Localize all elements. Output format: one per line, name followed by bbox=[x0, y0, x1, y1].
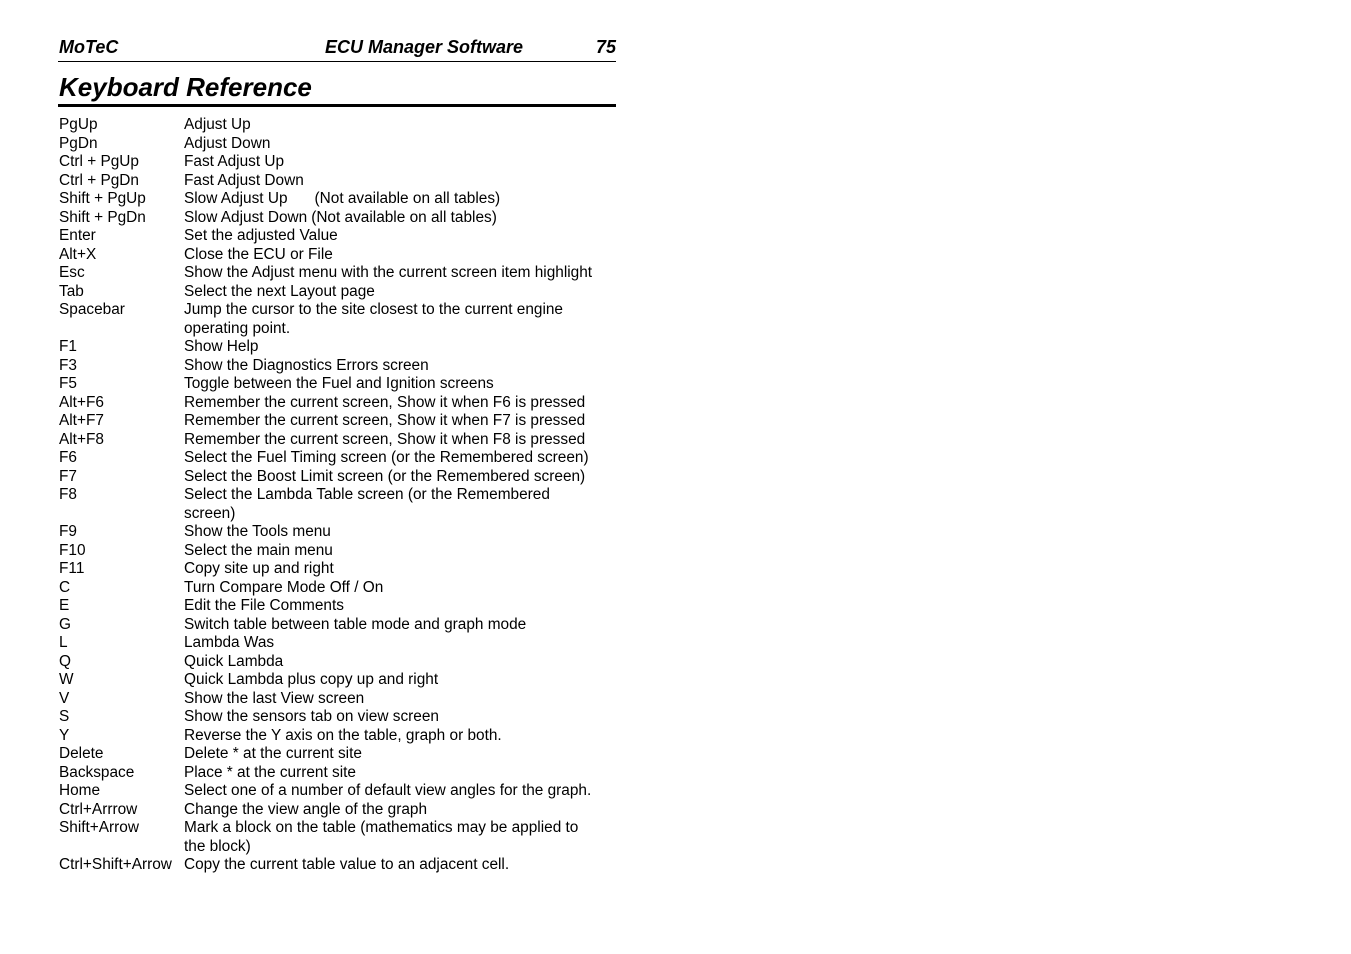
shortcut-description bbox=[184, 634, 619, 653]
shortcut-description bbox=[184, 727, 619, 746]
shortcut-description bbox=[184, 338, 619, 357]
shortcut-description bbox=[184, 597, 619, 616]
shortcut-description bbox=[184, 542, 619, 561]
shortcut-row bbox=[59, 579, 619, 598]
shortcut-description bbox=[184, 486, 619, 523]
description-text: Show the Diagnostics Errors screen bbox=[184, 356, 429, 374]
shortcut-key: PgUp bbox=[59, 116, 98, 133]
shortcut-description bbox=[184, 708, 619, 727]
description-line bbox=[184, 579, 619, 598]
shortcut-description bbox=[184, 431, 619, 450]
shortcut-row bbox=[59, 634, 619, 653]
shortcut-row bbox=[59, 172, 619, 191]
shortcut-key: F7 bbox=[59, 467, 77, 485]
description-line bbox=[184, 357, 619, 376]
description-line bbox=[184, 745, 619, 764]
shortcut-key: Shift + PgDn bbox=[59, 208, 146, 226]
shortcut-row bbox=[59, 727, 619, 746]
shortcut-description bbox=[184, 468, 619, 487]
description-text: Turn Compare Mode Off / On bbox=[184, 578, 384, 596]
shortcut-key: S bbox=[59, 708, 70, 725]
shortcut-key: F1 bbox=[59, 338, 77, 355]
description-line bbox=[184, 616, 619, 635]
description-text: Select the Fuel Timing screen (or the Remembered screen) bbox=[184, 449, 589, 466]
description-text: Select one of a number of default view angles for the graph. bbox=[184, 782, 592, 799]
description-line bbox=[184, 486, 619, 505]
shortcut-key: F5 bbox=[59, 375, 77, 392]
description-line bbox=[184, 468, 619, 487]
description-text: Copy site up and right bbox=[184, 560, 334, 577]
shortcut-row bbox=[59, 449, 619, 468]
description-text: Fast Adjust Down bbox=[184, 171, 304, 189]
description-line bbox=[184, 634, 619, 653]
description-line bbox=[184, 190, 619, 209]
shortcut-note: (Not available on all tables) bbox=[311, 208, 497, 226]
shortcut-description bbox=[184, 246, 619, 265]
page-header bbox=[58, 36, 616, 62]
shortcut-row bbox=[59, 246, 619, 265]
shortcut-row bbox=[59, 209, 619, 228]
description-text: Show the Adjust menu with the current screen item highlight bbox=[184, 264, 593, 281]
shortcut-row bbox=[59, 616, 619, 635]
description-text: Slow Adjust Down bbox=[184, 208, 308, 226]
shortcut-key: L bbox=[59, 634, 68, 651]
shortcut-key: Ctrl + PgDn bbox=[59, 171, 139, 189]
shortcut-row bbox=[59, 357, 619, 376]
shortcut-key: Tab bbox=[59, 282, 84, 300]
description-text: Set the adjusted Value bbox=[184, 227, 338, 244]
description-text: Show the Tools menu bbox=[184, 523, 331, 540]
shortcut-row bbox=[59, 782, 619, 801]
shortcut-description bbox=[184, 801, 619, 820]
shortcut-row bbox=[59, 653, 619, 672]
shortcut-description bbox=[184, 190, 619, 209]
shortcut-key: Shift+Arrow bbox=[59, 819, 139, 836]
shortcut-key: Delete bbox=[59, 745, 104, 762]
header-title: ECU Manager Software bbox=[325, 37, 524, 57]
shortcut-description bbox=[184, 357, 619, 376]
page-number: 75 bbox=[595, 37, 616, 57]
shortcut-key: C bbox=[59, 578, 71, 596]
shortcut-description bbox=[184, 227, 619, 246]
description-line bbox=[184, 375, 619, 394]
description-line bbox=[184, 505, 619, 524]
description-text: Show the sensors tab on view screen bbox=[184, 708, 439, 725]
shortcut-description bbox=[184, 449, 619, 468]
shortcut-description bbox=[184, 375, 619, 394]
shortcut-key: F10 bbox=[59, 541, 86, 559]
description-text: Place * at the current site bbox=[184, 763, 356, 781]
description-text: Fast Adjust Up bbox=[184, 153, 285, 170]
shortcut-row bbox=[59, 597, 619, 616]
shortcut-key: Y bbox=[59, 726, 70, 744]
shortcut-description bbox=[184, 653, 619, 672]
shortcut-row bbox=[59, 690, 619, 709]
shortcut-key: Ctrl + PgUp bbox=[59, 153, 139, 170]
description-line bbox=[184, 764, 619, 783]
description-text: operating point. bbox=[184, 319, 291, 337]
description-text: Slow Adjust Up bbox=[184, 190, 288, 207]
shortcut-row bbox=[59, 338, 619, 357]
shortcut-row bbox=[59, 671, 619, 690]
description-line bbox=[184, 394, 619, 413]
shortcut-key: Alt+F6 bbox=[59, 393, 104, 411]
description-line bbox=[184, 671, 619, 690]
shortcut-row bbox=[59, 375, 619, 394]
shortcut-description bbox=[184, 671, 619, 690]
shortcut-key: Home bbox=[59, 782, 101, 799]
description-text: Remember the current screen, Show it when F7 is pressed bbox=[184, 412, 586, 429]
shortcut-description bbox=[184, 782, 619, 801]
description-line bbox=[184, 320, 619, 339]
shortcut-key: Shift + PgUp bbox=[59, 190, 146, 207]
description-line bbox=[184, 301, 619, 320]
description-line bbox=[184, 116, 619, 135]
description-line bbox=[184, 653, 619, 672]
description-text: Select the main menu bbox=[184, 541, 333, 559]
description-text: Close the ECU or File bbox=[184, 245, 333, 263]
shortcut-row bbox=[59, 227, 619, 246]
shortcut-description bbox=[184, 135, 619, 154]
description-line bbox=[184, 153, 619, 172]
shortcut-description bbox=[184, 209, 619, 228]
shortcut-key: E bbox=[59, 597, 70, 614]
shortcut-description bbox=[184, 523, 619, 542]
shortcut-key: Ctrl+Arrrow bbox=[59, 800, 138, 818]
shortcut-description bbox=[184, 856, 619, 875]
shortcut-key: G bbox=[59, 615, 71, 633]
shortcut-row bbox=[59, 264, 619, 283]
shortcut-key: Alt+F8 bbox=[59, 430, 104, 448]
description-line bbox=[184, 597, 619, 616]
description-line bbox=[184, 412, 619, 431]
description-text: Select the Boost Limit screen (or the Remembered screen) bbox=[184, 467, 586, 485]
shortcut-row bbox=[59, 819, 619, 856]
description-text: screen) bbox=[184, 504, 236, 522]
shortcut-description bbox=[184, 745, 619, 764]
description-text: Delete * at the current site bbox=[184, 745, 362, 762]
shortcut-row bbox=[59, 486, 619, 523]
description-text: the block) bbox=[184, 837, 251, 855]
shortcut-row bbox=[59, 116, 619, 135]
description-line bbox=[184, 246, 619, 265]
header-brand: MoTeC bbox=[59, 37, 119, 57]
shortcut-key: Q bbox=[59, 652, 71, 670]
shortcut-row bbox=[59, 412, 619, 431]
description-text: Quick Lambda bbox=[184, 652, 284, 670]
description-line bbox=[184, 264, 619, 283]
description-text: Reverse the Y axis on the table, graph or both. bbox=[184, 726, 502, 744]
description-line bbox=[184, 283, 619, 302]
shortcut-key: F8 bbox=[59, 486, 77, 503]
shortcut-key: F3 bbox=[59, 356, 77, 374]
shortcut-description bbox=[184, 301, 619, 338]
shortcut-description bbox=[184, 764, 619, 783]
description-line bbox=[184, 227, 619, 246]
shortcut-description bbox=[184, 819, 619, 856]
shortcut-description bbox=[184, 579, 619, 598]
shortcut-key: F9 bbox=[59, 523, 77, 540]
shortcut-key: F6 bbox=[59, 449, 77, 466]
shortcut-key: PgDn bbox=[59, 134, 98, 152]
shortcut-description bbox=[184, 283, 619, 302]
shortcut-key: W bbox=[59, 671, 74, 688]
shortcut-description bbox=[184, 616, 619, 635]
description-line bbox=[184, 338, 619, 357]
description-text: Show the last View screen bbox=[184, 689, 365, 707]
description-line bbox=[184, 690, 619, 709]
shortcut-key: Alt+F7 bbox=[59, 412, 104, 429]
shortcut-description bbox=[184, 690, 619, 709]
shortcut-key: Esc bbox=[59, 264, 85, 281]
shortcut-row bbox=[59, 135, 619, 154]
keyboard-shortcut-list bbox=[59, 116, 619, 875]
shortcut-row bbox=[59, 301, 619, 338]
shortcut-key: Ctrl+Shift+Arrow bbox=[59, 856, 172, 873]
description-text: Adjust Down bbox=[184, 134, 271, 152]
description-line bbox=[184, 560, 619, 579]
shortcut-description bbox=[184, 116, 619, 135]
shortcut-key: Enter bbox=[59, 227, 96, 244]
shortcut-key: F11 bbox=[59, 560, 85, 577]
description-text: Switch table between table mode and graph mode bbox=[184, 615, 527, 633]
shortcut-row bbox=[59, 708, 619, 727]
description-text: Toggle between the Fuel and Ignition screens bbox=[184, 375, 494, 392]
shortcut-description bbox=[184, 153, 619, 172]
section-title: Keyboard Reference bbox=[59, 72, 312, 102]
shortcut-row bbox=[59, 801, 619, 820]
shortcut-key: Spacebar bbox=[59, 301, 125, 318]
description-text: Edit the File Comments bbox=[184, 597, 344, 614]
description-line bbox=[184, 727, 619, 746]
shortcut-description bbox=[184, 172, 619, 191]
shortcut-row bbox=[59, 542, 619, 561]
shortcut-description bbox=[184, 560, 619, 579]
description-line bbox=[184, 172, 619, 191]
description-line bbox=[184, 523, 619, 542]
shortcut-key: V bbox=[59, 689, 70, 707]
shortcut-row bbox=[59, 745, 619, 764]
shortcut-description bbox=[184, 412, 619, 431]
section-heading bbox=[58, 70, 616, 107]
shortcut-key: Backspace bbox=[59, 763, 135, 781]
shortcut-note: (Not available on all tables) bbox=[314, 190, 501, 207]
description-text: Quick Lambda plus copy up and right bbox=[184, 671, 439, 688]
description-text: Show Help bbox=[184, 338, 259, 355]
description-line bbox=[184, 431, 619, 450]
shortcut-row bbox=[59, 468, 619, 487]
description-line bbox=[184, 856, 619, 875]
shortcut-row bbox=[59, 764, 619, 783]
description-text: Select the Lambda Table screen (or the Remembered bbox=[184, 486, 550, 503]
description-text: Jump the cursor to the site closest to the current engine bbox=[184, 301, 563, 318]
shortcut-description bbox=[184, 264, 619, 283]
description-line bbox=[184, 209, 619, 228]
shortcut-row bbox=[59, 523, 619, 542]
shortcut-row bbox=[59, 431, 619, 450]
shortcut-row bbox=[59, 283, 619, 302]
description-text: Select the next Layout page bbox=[184, 282, 375, 300]
description-line bbox=[184, 782, 619, 801]
description-text: Copy the current table value to an adjacent cell. bbox=[184, 856, 510, 873]
description-line bbox=[184, 708, 619, 727]
shortcut-row bbox=[59, 153, 619, 172]
description-text: Mark a block on the table (mathematics may be applied to bbox=[184, 819, 579, 836]
shortcut-description bbox=[184, 394, 619, 413]
shortcut-key: Alt+X bbox=[59, 245, 97, 263]
description-line bbox=[184, 135, 619, 154]
description-line bbox=[184, 449, 619, 468]
description-text: Adjust Up bbox=[184, 116, 251, 133]
shortcut-row bbox=[59, 394, 619, 413]
description-line bbox=[184, 838, 619, 857]
shortcut-row bbox=[59, 190, 619, 209]
description-text: Remember the current screen, Show it when F8 is pressed bbox=[184, 430, 586, 448]
description-text: Lambda Was bbox=[184, 634, 275, 651]
description-line bbox=[184, 542, 619, 561]
shortcut-row bbox=[59, 560, 619, 579]
description-text: Remember the current screen, Show it when F6 is pressed bbox=[184, 393, 586, 411]
description-line bbox=[184, 801, 619, 820]
description-line bbox=[184, 819, 619, 838]
description-text: Change the view angle of the graph bbox=[184, 800, 428, 818]
shortcut-row bbox=[59, 856, 619, 875]
